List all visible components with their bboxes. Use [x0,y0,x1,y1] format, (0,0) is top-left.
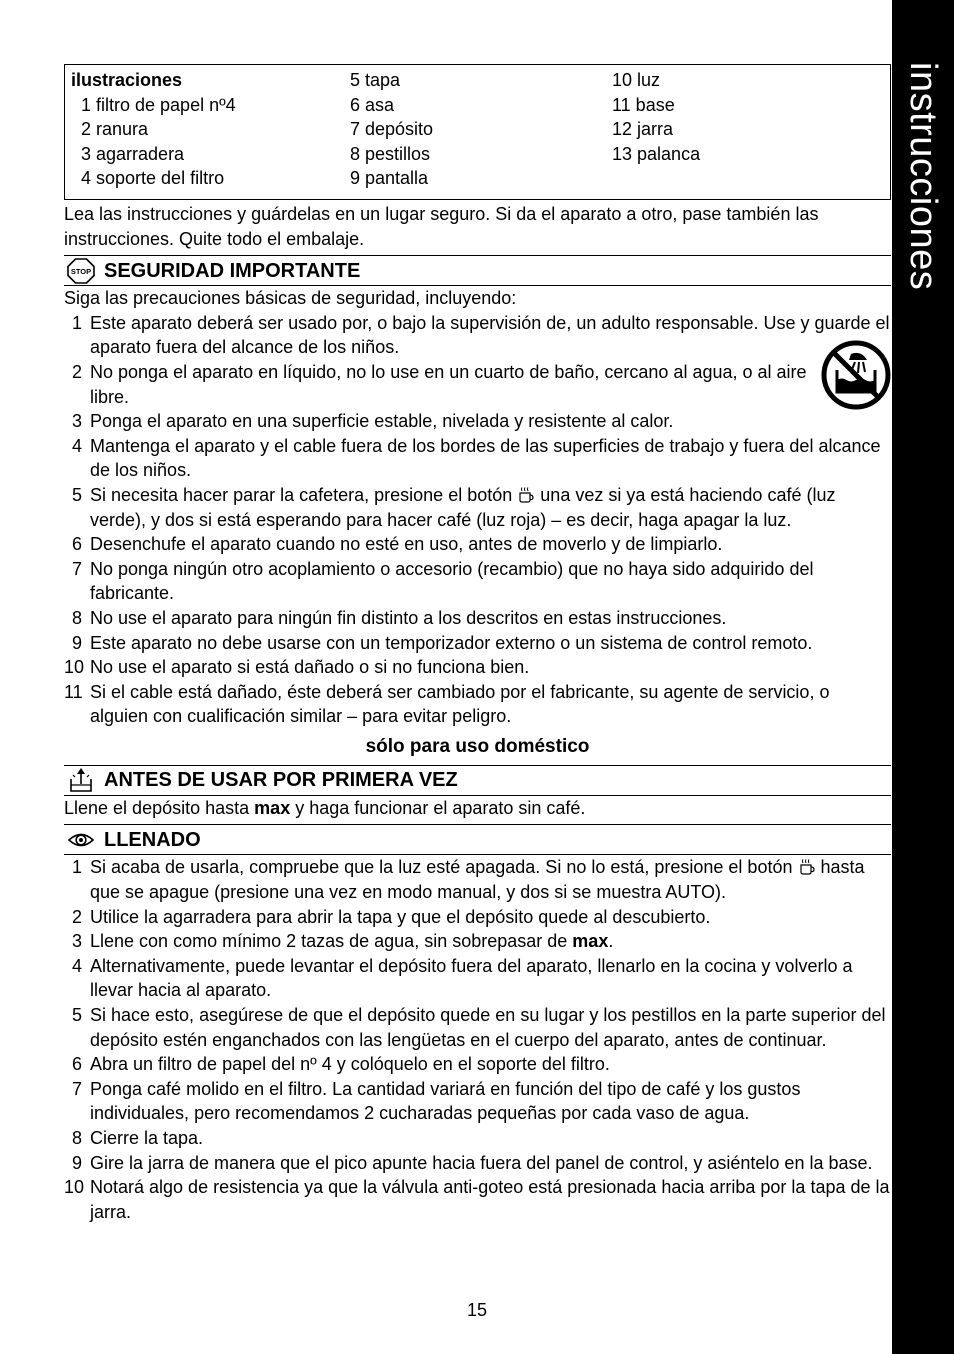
filling-title: LLENADO [104,828,201,851]
illustration-item: 2 ranura [81,119,149,140]
page-content [64,64,891,1224]
list-item: 10 Notará algo de resistencia ya que la válvula anti-goteo está presionada hacia arriba por la tapa de la jarra. [64,1177,890,1222]
arrow-up-tray-icon [66,767,96,793]
list-item: 4 Alternativamente, puede levantar el depósito fuera del aparato, llenarlo en la cocina y volverlo a llevar hacia al aparato. [71,955,853,1001]
safety-heading [64,255,891,286]
before-use-title: ANTES DE USAR POR PRIMERA VEZ [104,769,458,792]
stop-sign-label: STOP [70,266,92,276]
filling-list [64,855,891,1224]
safety-lead: Siga las precauciones básicas de seguridad, incluyendo: [64,288,517,309]
list-item: 3 Llene con como mínimo 2 tazas de agua, sin sobrepasar de max. [71,931,614,952]
illustration-item: 1 filtro de papel nº4 [81,94,236,115]
list-item: 6 Abra un filtro de papel del nº 4 y colóquelo en el soporte del filtro. [71,1054,610,1075]
coffee-button-icon [517,485,535,503]
stop-sign-icon [66,258,96,284]
illustration-item: 5 tapa [350,70,401,90]
list-item: 5 Si hace esto, asegúrese de que el depósito quede en su lugar y los pestillos en la parte superior del depósito estén enganchados con las lengüetas en el cuerpo del aparato, antes de continuar. [71,1005,886,1050]
list-item: 1 Si acaba de usarla, compruebe que la luz esté apagada. Si no lo está, presione el botón hasta que se apague (presione una vez en modo manual, y dos si se muestra AUTO). [71,857,865,903]
illustration-item: 7 depósito [350,119,434,140]
side-tab-label: instrucciones [902,62,944,291]
list-item: 2 Utilice la agarradera para abrir la tapa y que el depósito quede al descubierto. [71,906,711,927]
page-number: 15 [466,1300,488,1320]
safety-title: SEGURIDAD IMPORTANTE [104,259,361,282]
list-item: 9 Gire la jarra de manera que el pico apunte hacia fuera del panel de control, y asiéntelo en la base. [71,1152,873,1173]
list-item: 6 Desenchufe el aparato cuando no esté en uso, antes de moverlo y de limpiarlo. [71,534,723,555]
illustration-item: 9 pantalla [350,168,429,189]
list-item: 8 No use el aparato para ningún fin distinto a los descritos en estas instrucciones. [71,607,727,628]
list-item: 2 No ponga el aparato en líquido, no lo use en un cuarto de baño, cercano al agua, o al aire libre. [71,361,807,407]
list-item: 7 Ponga café molido en el filtro. La cantidad variará en función del tipo de café y los gustos individuales, pero recomendamos 2 cucharadas pequeñas por cada vaso de agua. [71,1078,801,1124]
side-tab [892,0,954,1354]
illustration-item: 8 pestillos [350,143,431,164]
list-item: 5 Si necesita hacer parar la cafetera, presione el botón una vez si ya está haciendo café (luz verde), y dos si está esperando para hacer café (luz roja) – es decir, haga apagar la luz. [71,484,836,530]
illustration-item: 12 jarra [612,119,674,140]
illustration-item: 4 soporte del filtro [81,168,225,189]
illustration-item: 3 agarradera [81,143,185,164]
illustrations-box [64,64,891,200]
list-item: 10 No use el aparato si está dañado o si no funciona bien. [64,657,530,678]
illustrations-col-2 [350,68,433,191]
intro-paragraph: Lea las instrucciones y guárdelas en un lugar seguro. Si da el aparato a otro, pase también las instrucciones. Quite todo el embalaje. [64,204,819,249]
list-item: 4 Mantenga el aparato y el cable fuera de los bordes de las superficies de trabajo y fuera del alcance de los niños. [71,435,881,481]
filling-heading [64,824,891,855]
list-item: 1 Este aparato deberá ser usado por, o bajo la supervisión de, un adulto responsable. Use y guarde el aparato fuera del alcance de los niños. [71,312,890,358]
before-use-paragraph: Llene el depósito hasta max y haga funcionar el aparato sin café. [64,797,586,818]
list-item: 8 Cierre la tapa. [71,1128,204,1148]
illustrations-col-1 [71,68,236,191]
list-item: 11 Si el cable está dañado, éste deberá ser cambiado por el fabricante, su agente de servicio, o alguien con cualificación similar – para evitar peligro. [64,681,830,727]
coffee-button-icon [798,857,816,875]
safety-list [64,311,891,729]
illustration-item: 10 luz [612,70,661,90]
illustration-item: 6 asa [350,94,395,115]
illustration-item: 11 base [612,94,675,115]
illustrations-col-3 [612,68,700,166]
list-item: 7 No ponga ningún otro acoplamiento o accesorio (recambio) que no haya sido adquirido del fabricante. [71,558,814,604]
domestic-use-note: sólo para uso doméstico [365,735,590,757]
eye-icon [66,827,96,853]
list-item: 3 Ponga el aparato en una superficie estable, nivelada y resistente al calor. [71,411,674,432]
illustration-item: 13 palanca [612,143,701,164]
list-item: 9 Este aparato no debe usarse con un temporizador externo o un sistema de control remoto. [71,632,813,653]
before-use-heading [64,765,891,796]
illustrations-title: ilustraciones [71,70,183,90]
